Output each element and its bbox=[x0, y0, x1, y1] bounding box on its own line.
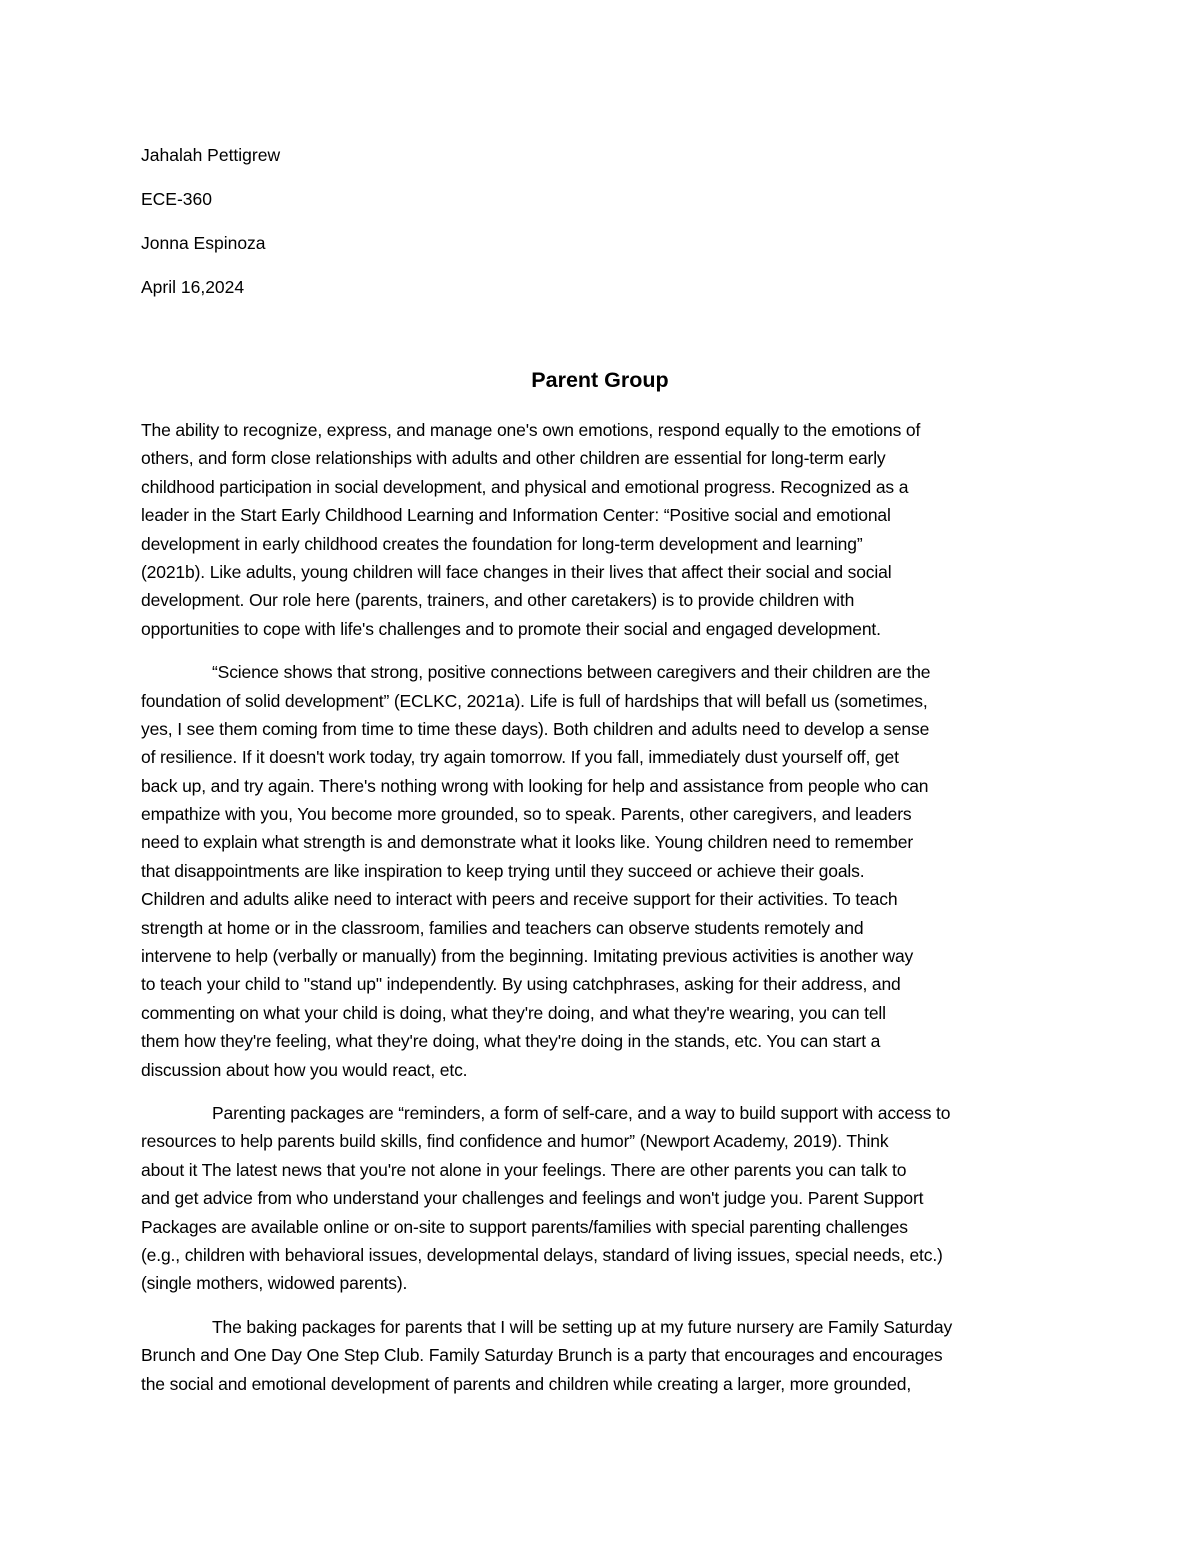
paragraph-line: commenting on what your child is doing, what they're doing, and what they're wearing, you can tell bbox=[141, 1002, 886, 1023]
paragraph-line: about it The latest news that you're not alone in your feelings. There are other parents you can talk to bbox=[141, 1159, 907, 1180]
document-body bbox=[141, 416, 1061, 1413]
paragraph-4 bbox=[141, 1313, 1061, 1398]
paragraph-line: yes, I see them coming from time to time these days). Both children and adults need to develop a sense bbox=[141, 718, 930, 739]
paragraph-line: of resilience. If it doesn't work today, try again tomorrow. If you fall, immediately dust yourself off, get bbox=[141, 747, 899, 768]
paragraph-line: opportunities to cope with life's challenges and to promote their social and engaged development. bbox=[141, 618, 881, 639]
document-title: Parent Group bbox=[531, 368, 669, 392]
paragraph-3 bbox=[141, 1099, 1061, 1298]
paragraph-line: Children and adults alike need to interact with peers and receive support for their activities. To teach bbox=[141, 889, 898, 910]
author-name: Jahalah Pettigrew bbox=[141, 145, 281, 165]
paragraph-line: back up, and try again. There's nothing wrong with looking for help and assistance from people who can bbox=[141, 775, 929, 796]
paragraph-line: development in early childhood creates the foundation for long-term development and learning” bbox=[141, 533, 863, 554]
paragraph-line: the social and emotional development of parents and children while creating a larger, more grounded, bbox=[141, 1373, 912, 1394]
paragraph-line: to teach your child to "stand up" independently. By using catchphrases, asking for their address, and bbox=[141, 974, 901, 995]
paragraph-line: development. Our role here (parents, trainers, and other caretakers) is to provide children with bbox=[141, 590, 855, 611]
paragraph-line: strength at home or in the classroom, families and teachers can observe students remotely and bbox=[141, 917, 864, 938]
course-code: ECE-360 bbox=[141, 189, 213, 209]
paragraph-line: “Science shows that strong, positive connections between caregivers and their children are the bbox=[212, 662, 931, 683]
document-header bbox=[141, 143, 841, 319]
paragraph-line: empathize with you, You become more grounded, so to speak. Parents, other caregivers, and leaders bbox=[141, 804, 912, 825]
paragraph-line: Brunch and One Day One Step Club. Family Saturday Brunch is a party that encourages and encourages bbox=[141, 1345, 943, 1366]
paragraph-line: that disappointments are like inspiration to keep trying until they succeed or achieve their goals. bbox=[141, 860, 865, 881]
instructor-name: Jonna Espinoza bbox=[141, 233, 266, 253]
paragraph-1 bbox=[141, 416, 1061, 643]
paragraph-line: them how they're feeling, what they're doing, what they're doing in the stands, etc. You can start a bbox=[141, 1031, 881, 1052]
document-date: April 16,2024 bbox=[141, 277, 245, 297]
paragraph-2 bbox=[141, 658, 1061, 1084]
paragraph-line: (single mothers, widowed parents). bbox=[141, 1273, 408, 1294]
paragraph-line: discussion about how you would react, etc. bbox=[141, 1059, 468, 1080]
paragraph-line: Parenting packages are “reminders, a form of self-care, and a way to build support with access to bbox=[212, 1102, 951, 1123]
paragraph-line: and get advice from who understand your challenges and feelings and won't judge you. Parent Support bbox=[141, 1188, 924, 1209]
paragraph-line: resources to help parents build skills, find confidence and humor” (Newport Academy, 2019). Think bbox=[141, 1131, 889, 1152]
paragraph-line: others, and form close relationships with adults and other children are essential for long-term early bbox=[141, 448, 886, 469]
paragraph-line: childhood participation in social development, and physical and emotional progress. Recognized as a bbox=[141, 476, 909, 497]
paragraph-line: The ability to recognize, express, and manage one's own emotions, respond equally to the emotions of bbox=[141, 420, 921, 440]
paragraph-line: intervene to help (verbally or manually) from the beginning. Imitating previous activities is another way bbox=[141, 946, 914, 967]
paragraph-line: (e.g., children with behavioral issues, developmental delays, standard of living issues, special needs, etc.) bbox=[141, 1244, 943, 1265]
paragraph-line: Packages are available online or on-site to support parents/families with special parenting challenges bbox=[141, 1216, 908, 1237]
paragraph-line: need to explain what strength is and demonstrate what it looks like. Young children need to remember bbox=[141, 832, 914, 853]
paragraph-line: leader in the Start Early Childhood Learning and Information Center: “Positive social and emotional bbox=[141, 505, 891, 526]
paragraph-line: foundation of solid development” (ECLKC, 2021a). Life is full of hardships that will befall us (sometimes, bbox=[141, 690, 928, 711]
paragraph-line: (2021b). Like adults, young children will face changes in their lives that affect their social and social bbox=[141, 561, 892, 582]
paragraph-line: The baking packages for parents that I will be setting up at my future nursery are Family Saturday bbox=[212, 1316, 953, 1337]
